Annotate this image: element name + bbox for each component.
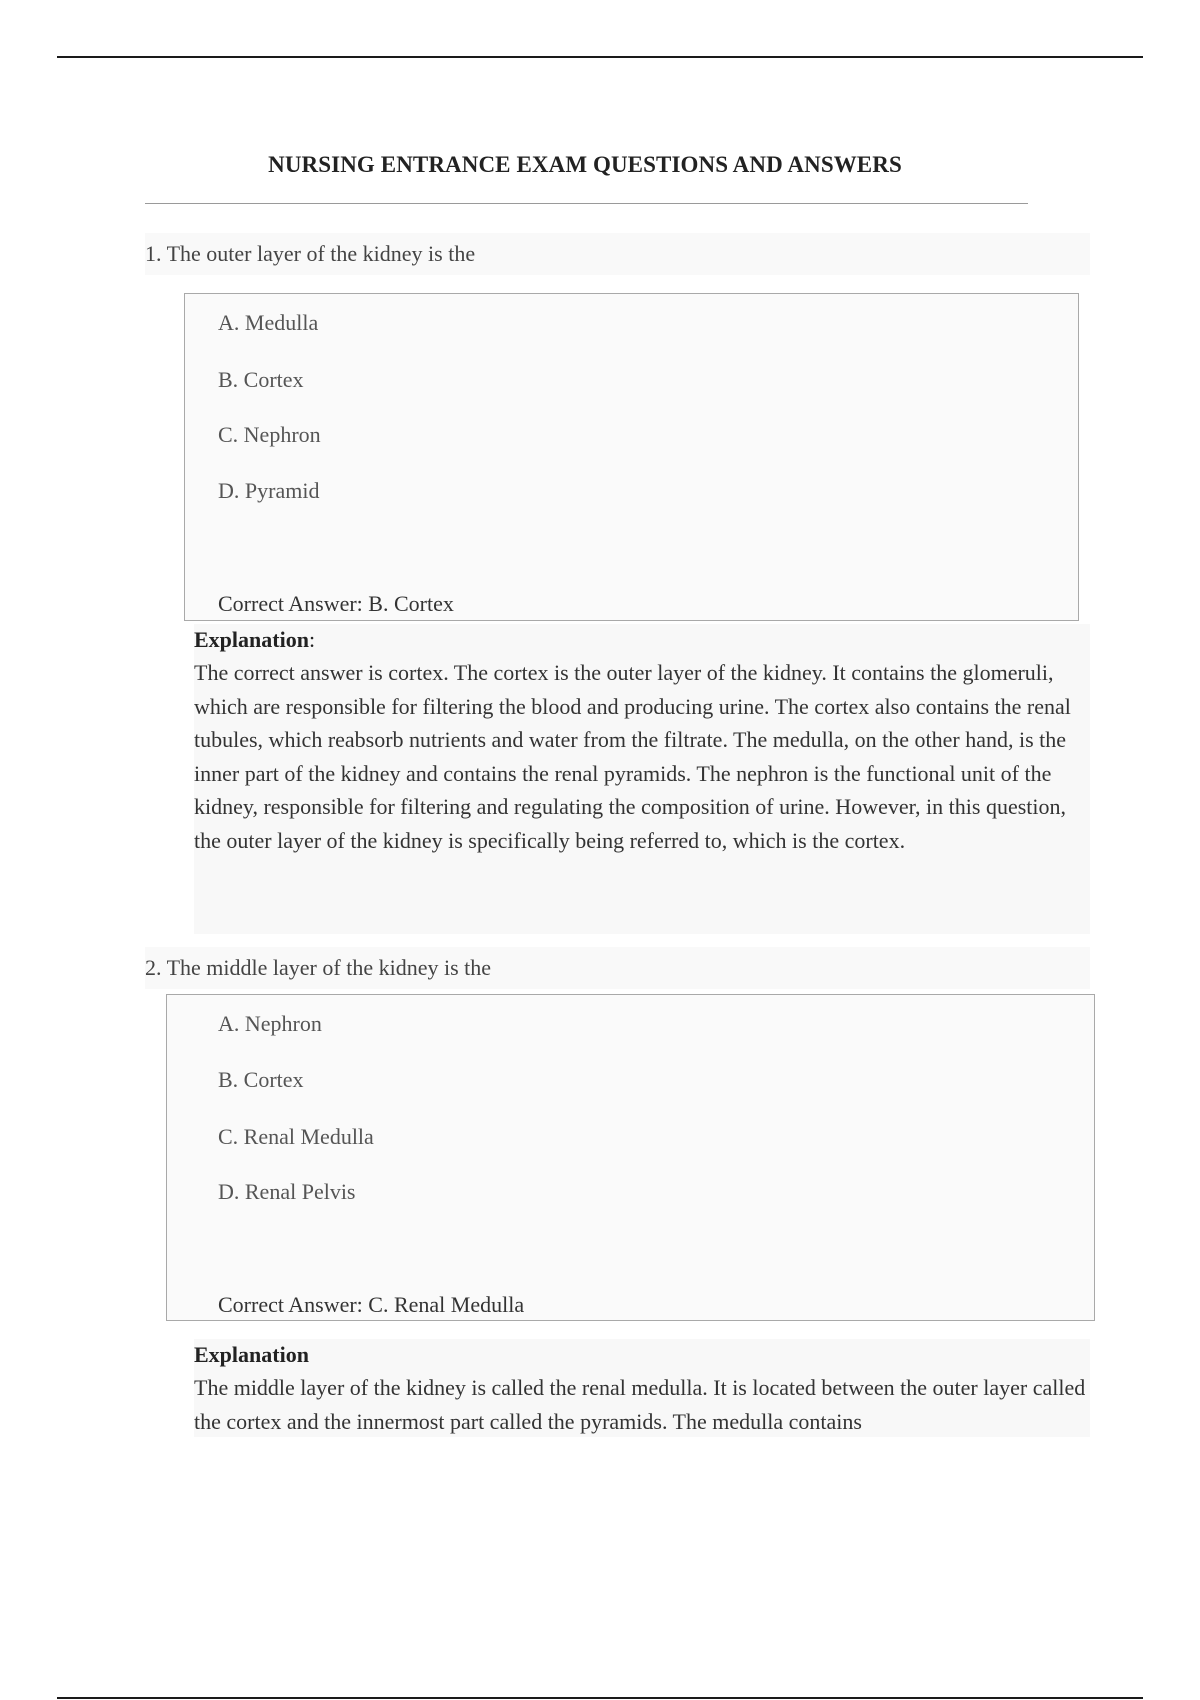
question-2-option-b: B. Cortex — [218, 1067, 304, 1092]
explanation-text: The middle layer of the kidney is called the renal medulla. It is located between the outer layer called the cortex and the innermost part called the pyramids. The medulla contains — [194, 1375, 1086, 1434]
page-title: NURSING ENTRANCE EXAM QUESTIONS AND ANSWERS — [268, 152, 902, 177]
page-bottom-rule — [57, 1697, 1143, 1699]
question-1-explanation — [194, 624, 1090, 934]
question-1-options-box — [184, 293, 1079, 621]
question-2-correct-answer: Correct Answer: C. Renal Medulla — [218, 1292, 525, 1317]
question-1-option-d: D. Pyramid — [218, 478, 320, 503]
question-1-option-b: B. Cortex — [218, 367, 304, 392]
explanation-text: The correct answer is cortex. The cortex is the outer layer of the kidney. It contains the glomeruli, which are responsible for filtering the blood and producing urine. The cortex also contains the renal tubules, which reabsorb nutrients and water from the filtrate. The medulla, on the other hand, is the inner part of the kidney and contains the renal pyramids. The nephron is the functional unit of the kidney, responsible for filtering and regulating the composition of urine. However, in this question, the outer layer of the kidney is specifically being referred to, which is the cortex. — [194, 660, 1071, 853]
page-top-rule — [57, 56, 1143, 58]
question-2-prompt: 2. The middle layer of the kidney is the — [145, 947, 1090, 989]
question-1-prompt: 1. The outer layer of the kidney is the — [145, 233, 1090, 275]
title-divider — [145, 203, 1028, 204]
question-1-correct-answer: Correct Answer: B. Cortex — [218, 591, 454, 616]
question-1-option-c: C. Nephron — [218, 422, 321, 447]
question-2-option-c: C. Renal Medulla — [218, 1124, 374, 1149]
question-2-option-d: D. Renal Pelvis — [218, 1179, 356, 1204]
explanation-heading: Explanation — [194, 1342, 309, 1367]
question-2-options-box — [166, 994, 1095, 1321]
question-1-option-a: A. Medulla — [218, 310, 319, 335]
explanation-heading: Explanation: — [194, 627, 316, 652]
question-2-option-a: A. Nephron — [218, 1011, 322, 1036]
question-2-explanation — [194, 1339, 1090, 1437]
